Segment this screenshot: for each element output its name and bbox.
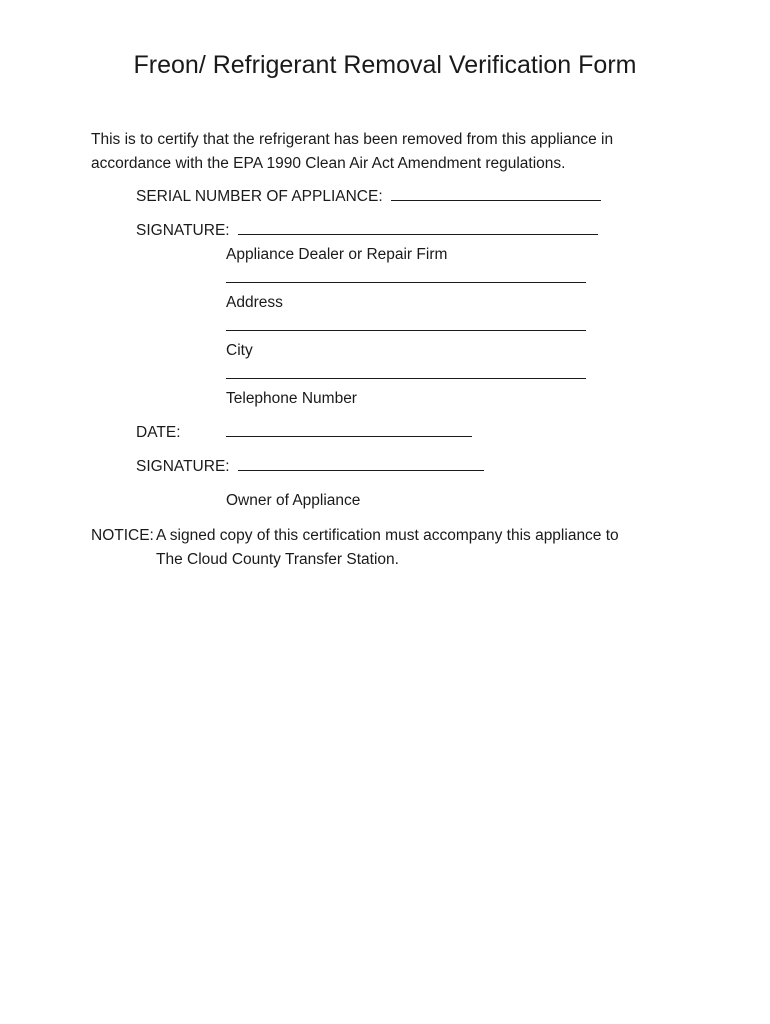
address-caption: Address bbox=[226, 294, 283, 311]
certification-line-2: accordance with the EPA 1990 Clean Air Act Amendment regulations. bbox=[91, 155, 566, 172]
address-row bbox=[226, 268, 586, 290]
date-label: DATE: bbox=[136, 424, 181, 441]
owner-signature-label: SIGNATURE: bbox=[136, 458, 230, 475]
city-caption: City bbox=[226, 342, 253, 359]
telephone-caption: Telephone Number bbox=[226, 390, 357, 407]
certification-line-1: This is to certify that the refrigerant has been removed from this appliance in bbox=[91, 131, 614, 148]
serial-number-row bbox=[136, 186, 601, 208]
date-field[interactable] bbox=[226, 422, 472, 437]
notice-line-2: The Cloud County Transfer Station. bbox=[156, 551, 399, 568]
owner-signature-row bbox=[136, 456, 484, 478]
city-row bbox=[226, 316, 586, 338]
date-row bbox=[226, 422, 472, 444]
notice-text bbox=[156, 524, 716, 572]
serial-number-label: SERIAL NUMBER OF APPLIANCE: bbox=[136, 188, 383, 205]
address-field[interactable] bbox=[226, 268, 586, 283]
notice-label: NOTICE: bbox=[91, 527, 154, 544]
page-title: Freon/ Refrigerant Removal Verification Form bbox=[133, 51, 637, 79]
notice-line-1: A signed copy of this certification must accompany this appliance to bbox=[156, 527, 619, 544]
dealer-signature-label: SIGNATURE: bbox=[136, 222, 230, 239]
serial-number-field[interactable] bbox=[391, 186, 601, 201]
owner-caption: Owner of Appliance bbox=[226, 492, 361, 509]
city-field[interactable] bbox=[226, 316, 586, 331]
dealer-signature-field[interactable] bbox=[238, 220, 598, 235]
dealer-firm-caption: Appliance Dealer or Repair Firm bbox=[226, 246, 448, 263]
telephone-field[interactable] bbox=[226, 364, 586, 379]
dealer-signature-row bbox=[136, 220, 598, 242]
owner-signature-field[interactable] bbox=[238, 456, 484, 471]
certification-statement bbox=[91, 128, 691, 176]
telephone-row bbox=[226, 364, 586, 386]
